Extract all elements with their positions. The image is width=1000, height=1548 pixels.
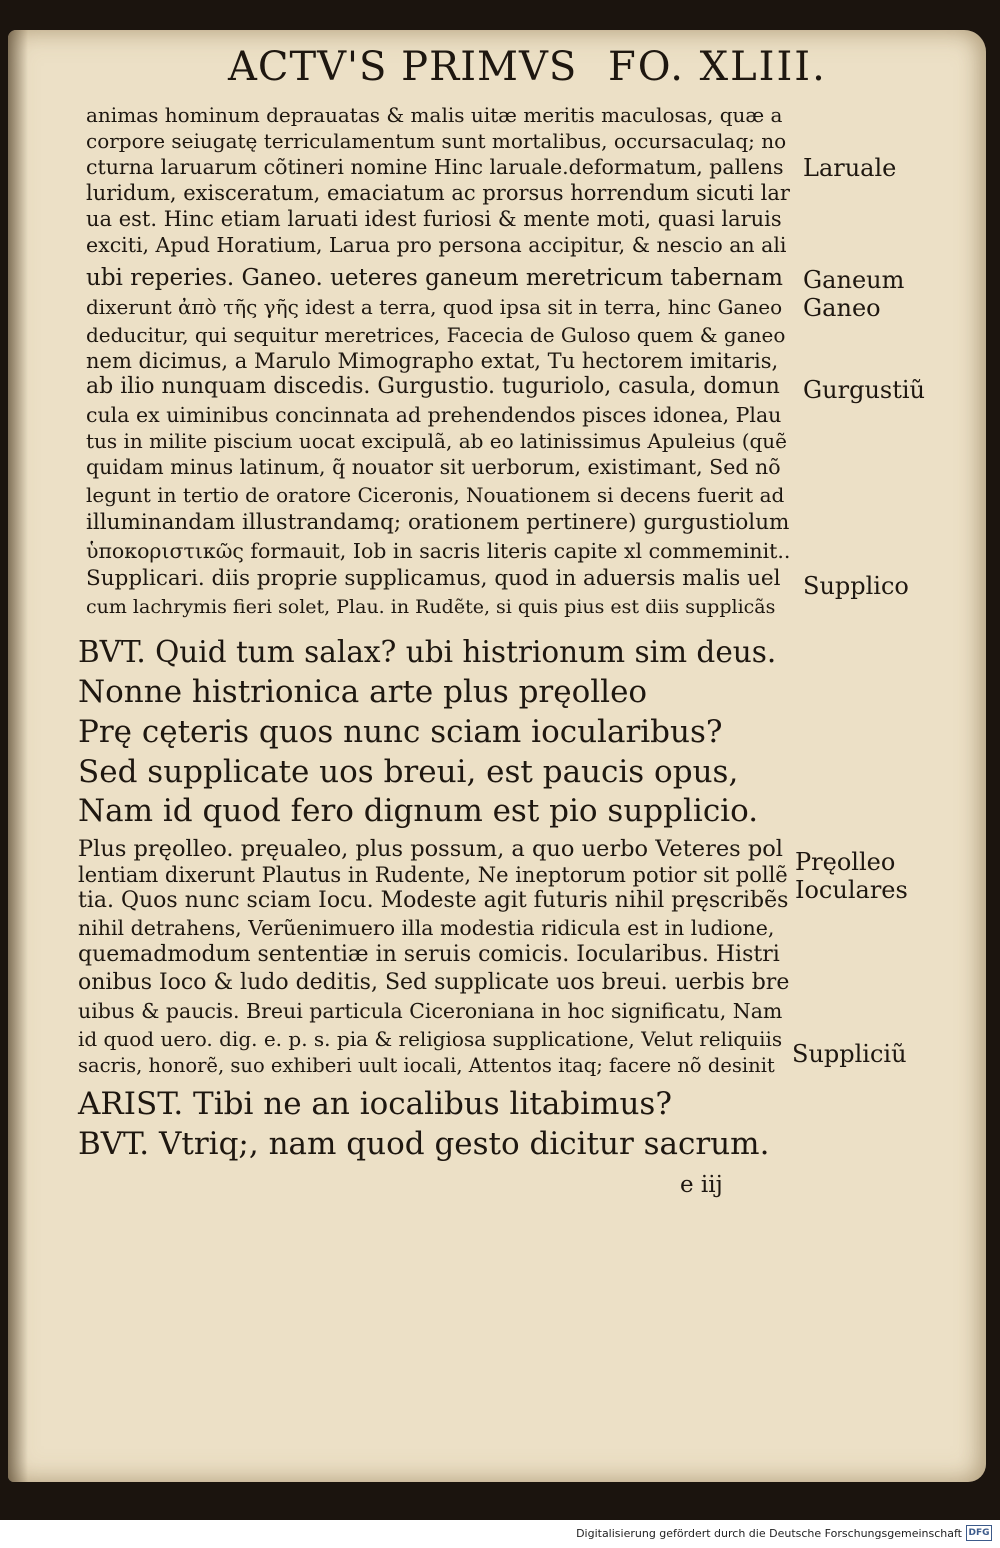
- commentary-line: sacris, honorẽ, suo exhiberi uult iocali, Attentos itaq; facere nõ desinit: [78, 1054, 775, 1077]
- verse-line: Sed supplicate uos breui, est paucis opus,: [78, 754, 739, 790]
- commentary-line: dixerunt ἀπὸ τῆς γῆς idest a terra, quod ipsa sit in terra, hinc Ganeo: [86, 295, 783, 319]
- signature-mark: e iij: [680, 1172, 723, 1198]
- margin-note-ganeum: Ganeum: [803, 266, 905, 294]
- commentary-line: quidam minus latinum, q̃ nouator sit uerborum, existimant, Sed nõ: [86, 455, 781, 479]
- commentary-line: Supplicari. diis proprie supplicamus, quod in aduersis malis uel: [86, 566, 781, 591]
- margin-note-prepolleo: Pręolleo: [795, 848, 896, 876]
- margin-note-laruale: Laruale: [803, 154, 897, 182]
- dfg-logo-icon: DFG: [966, 1525, 992, 1541]
- folio-number: FO. XLIII.: [608, 44, 827, 90]
- commentary-line: nem dicimus, a Marulo Mimographo extat, Tu hectorem imitaris,: [86, 349, 779, 373]
- commentary-line: exciti, Apud Horatium, Larua pro persona accipitur, & nescio an ali: [86, 233, 787, 257]
- commentary-line: tia. Quos nunc sciam Iocu. Modeste agit futuris nihil pręscribẽs: [78, 888, 789, 913]
- verse-line: Prę cęteris quos nunc sciam iocularibus?: [78, 714, 723, 750]
- verse-line: BVT. Quid tum salax? ubi histrionum sim deus.: [78, 635, 777, 669]
- commentary-line: luridum, exisceratum, emaciatum ac prorsus horrendum sicuti lar: [86, 181, 790, 205]
- commentary-line: ab ilio nunquam discedis. Gurgustio. tuguriolo, casula, domun: [86, 374, 780, 399]
- commentary-line: ὑποκοριστικῶς formauit, Iob in sacris literis capite xl commeminit..: [86, 539, 791, 563]
- commentary-line: illuminandam illustrandamq; orationem pertinere) gurgustiolum: [86, 510, 790, 535]
- margin-note-ioculares: Ioculares: [795, 876, 908, 904]
- footer-credit: Digitalisierung gefördert durch die Deutsche Forschungsgemeinschaft: [576, 1527, 962, 1540]
- running-head: [0, 44, 1000, 94]
- commentary-line: cturna laruarum cõtineri nomine Hinc laruale.deformatum, pallens: [86, 155, 784, 179]
- footer: [0, 1520, 1000, 1548]
- commentary-line: deducitur, qui sequitur meretrices, Facecia de Guloso quem & ganeo: [86, 323, 786, 347]
- margin-note-gurgustium: Gurgustiũ: [803, 376, 926, 404]
- commentary-line: cula ex uiminibus concinnata ad prehendendos pisces idonea, Plau: [86, 403, 782, 427]
- commentary-line: nihil detrahens, Verũenimuero illa modestia ridicula est in ludione,: [78, 916, 775, 940]
- commentary-line: lentiam dixerunt Plautus in Rudente, Ne ineptorum potior sit pollẽ: [78, 863, 788, 887]
- verse-line: Nonne histrionica arte plus pręolleo: [78, 674, 648, 710]
- verse-line: ARIST. Tibi ne an iocalibus litabimus?: [78, 1086, 672, 1122]
- verse-line: Nam id quod fero dignum est pio supplicio.: [78, 793, 759, 829]
- running-title: ACTV'S PRIMVS: [228, 44, 578, 90]
- commentary-line: animas hominum deprauatas & malis uitæ meritis maculosas, quæ a: [86, 103, 783, 127]
- verse-line: BVT. Vtriq;, nam quod gesto dicitur sacrum.: [78, 1126, 770, 1162]
- margin-note-ganeo: Ganeo: [803, 294, 881, 322]
- commentary-line: uibus & paucis. Breui particula Ciceroniana in hoc significatu, Nam: [78, 999, 783, 1023]
- commentary-line: Plus pręolleo. pręualeo, plus possum, a quo uerbo Veteres pol: [78, 836, 784, 862]
- commentary-line: ua est. Hinc etiam laruati idest furiosi & mente moti, quasi laruis: [86, 207, 782, 231]
- commentary-line: ubi reperies. Ganeo. ueteres ganeum meretricum tabernam: [86, 265, 783, 291]
- commentary-line: cum lachrymis fieri solet, Plau. in Rudẽte, si quis pius est diis supplicãs: [86, 596, 776, 618]
- commentary-line: tus in milite piscium uocat excipulã, ab eo latinissimus Apuleius (quẽ: [86, 429, 788, 453]
- margin-note-supplicium: Suppliciũ: [792, 1040, 907, 1068]
- commentary-line: id quod uero. dig. e. p. s. pia & religiosa supplicatione, Velut reliquiis: [78, 1027, 783, 1051]
- commentary-line: legunt in tertio de oratore Ciceronis, Nouationem si decens fuerit ad: [86, 483, 785, 507]
- margin-note-supplico: Supplico: [803, 572, 909, 600]
- commentary-line: corpore seiugatę terriculamentum sunt mortalibus, occursaculaq; no: [86, 129, 787, 153]
- page-gutter-shadow: [8, 30, 28, 1482]
- commentary-line: onibus Ioco & ludo deditis, Sed supplicate uos breui. uerbis bre: [78, 970, 790, 995]
- commentary-line: quemadmodum sententiæ in seruis comicis. Iocularibus. Histri: [78, 942, 780, 967]
